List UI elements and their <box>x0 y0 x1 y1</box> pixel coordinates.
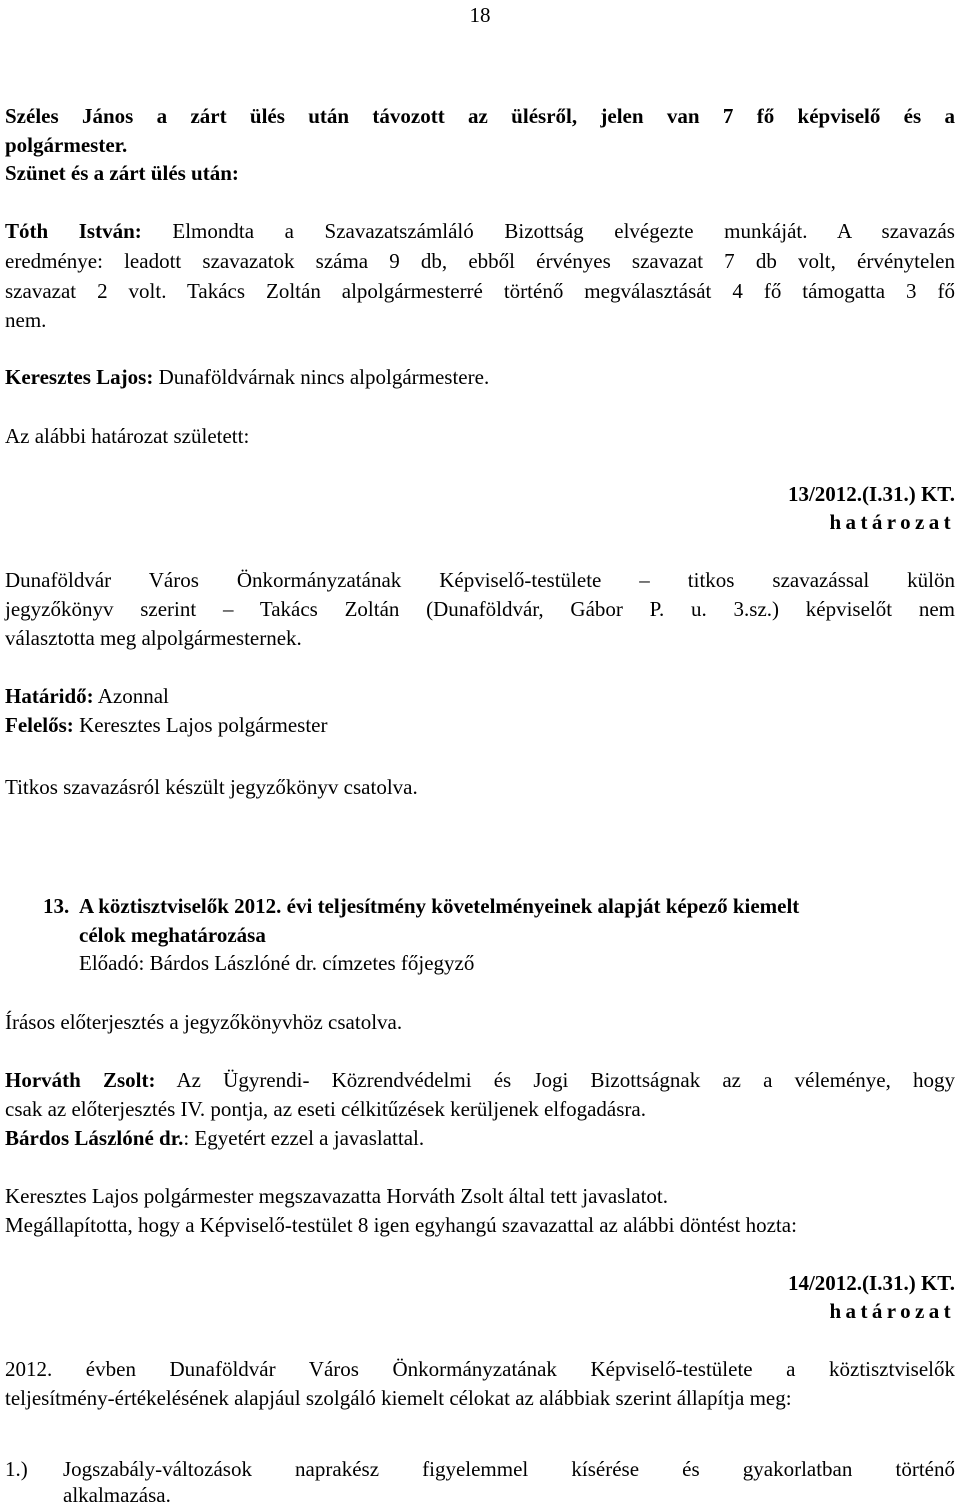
responsible-line <box>5 712 955 738</box>
speaker-name: Tóth István: <box>5 219 142 243</box>
paragraph-line <box>5 132 955 158</box>
paragraph-line <box>5 1125 955 1151</box>
paragraph-text: Az Ügyrendi- Közrendvédelmi és Jogi Bizottságnak az a véleménye, hogy <box>155 1068 956 1092</box>
paragraph-text: : Egyetért ezzel a javaslattal. <box>183 1126 425 1150</box>
paragraph-line: Az alábbi határozat született: <box>5 424 250 448</box>
deadline-label: Határidő: <box>5 684 94 708</box>
attachment-note: Titkos szavazásról készült jegyzőkönyv csatolva. <box>5 775 418 799</box>
paragraph-line: választotta meg alpolgármesternek. <box>5 626 302 650</box>
bold-text: Szünet és a zárt ülés után: <box>5 161 239 185</box>
paragraph-line: jegyzőkönyv szerint – Takács Zoltán (Dunaföldvár, Gábor P. u. 3.sz.) képviselőt nem <box>5 597 955 621</box>
paragraph-line: Dunaföldvár Város Önkormányzatának Képviselő-testülete – titkos szavazással külön <box>5 568 955 592</box>
resolution-number-text: 14/2012.(I.31.) KT. <box>787 1271 955 1295</box>
paragraph-text: Elmondta a Szavazatszámláló Bizottság elvégezte munkáját. A szavazás <box>141 219 955 243</box>
presenter-line: Előadó: Bárdos Lászlóné dr. címzetes főjegyző <box>79 951 475 975</box>
resolution-label <box>5 509 955 535</box>
paragraph-line: teljesítmény-értékelésének alapjául szolgáló kiemelt célokat az alábbiak szerint állapítja meg: <box>5 1386 792 1410</box>
agenda-title-line: célok meghatározása <box>79 923 266 947</box>
resolution-label-text: határozat <box>829 1299 955 1323</box>
resolution-number <box>5 1270 955 1296</box>
agenda-item-title <box>79 922 955 948</box>
speaker-name: Keresztes Lajos: <box>5 365 154 389</box>
paragraph-line <box>5 218 955 244</box>
agenda-number-text: 13. <box>43 894 70 918</box>
paragraph-line: Megállapította, hogy a Képviselő-testület 8 igen egyhangú szavazattal az alábbi döntést hozta: <box>5 1213 797 1237</box>
paragraph-line: eredménye: leadott szavazatok száma 9 db, ebből érvényes szavazat 7 db volt, érvénytelen <box>5 249 955 273</box>
paragraph-line: csak az előterjesztés IV. pontja, az eseti célkitűzések kerüljenek elfogadásra. <box>5 1097 646 1121</box>
deadline-line <box>5 683 955 709</box>
bold-text: Széles János a zárt ülés után távozott az ülésről, jelen van 7 fő képviselő és a <box>5 104 955 128</box>
resolution-number <box>5 481 955 507</box>
paragraph-line: nem. <box>5 308 47 332</box>
paragraph-line <box>5 364 955 390</box>
list-item-text: Jogszabály-változások naprakész figyelemmel kísérése és gyakorlatban történő <box>63 1457 955 1481</box>
speaker-name: Bárdos Lászlóné dr. <box>5 1126 184 1150</box>
list-item-number: 1.) <box>5 1457 28 1481</box>
paragraph-line <box>5 103 955 129</box>
responsible-value: Keresztes Lajos polgármester <box>73 713 328 737</box>
paragraph-line: szavazat 2 volt. Takács Zoltán alpolgármesterré történő megválasztását 4 fő támogatta 3 fő <box>5 279 955 303</box>
paragraph-line: 2012. évben Dunaföldvár Város Önkormányzatának Képviselő-testülete a köztisztviselők <box>5 1357 955 1381</box>
paragraph-text: Dunaföldvárnak nincs alpolgármestere. <box>153 365 490 389</box>
paragraph-line <box>5 160 955 186</box>
attachment-note: Írásos előterjesztés a jegyzőkönyvhöz csatolva. <box>5 1010 403 1034</box>
page-number: 18 <box>469 3 491 27</box>
agenda-item-number <box>43 893 83 919</box>
speaker-name: Horváth Zsolt: <box>5 1068 156 1092</box>
agenda-item-title <box>79 893 955 919</box>
resolution-label-text: határozat <box>829 510 955 534</box>
list-item-continuation: alkalmazása. <box>63 1483 171 1507</box>
responsible-label: Felelős: <box>5 713 74 737</box>
deadline-value: Azonnal <box>93 684 169 708</box>
resolution-label <box>5 1298 955 1324</box>
resolution-number-text: 13/2012.(I.31.) KT. <box>787 482 955 506</box>
paragraph-line: Keresztes Lajos polgármester megszavazatta Horváth Zsolt által tett javaslatot. <box>5 1184 668 1208</box>
bold-text: polgármester. <box>5 133 128 157</box>
agenda-title-line: A köztisztviselők 2012. évi teljesítmény követelményeinek alapját képező kiemelt <box>79 894 800 918</box>
paragraph-line <box>5 1067 955 1093</box>
